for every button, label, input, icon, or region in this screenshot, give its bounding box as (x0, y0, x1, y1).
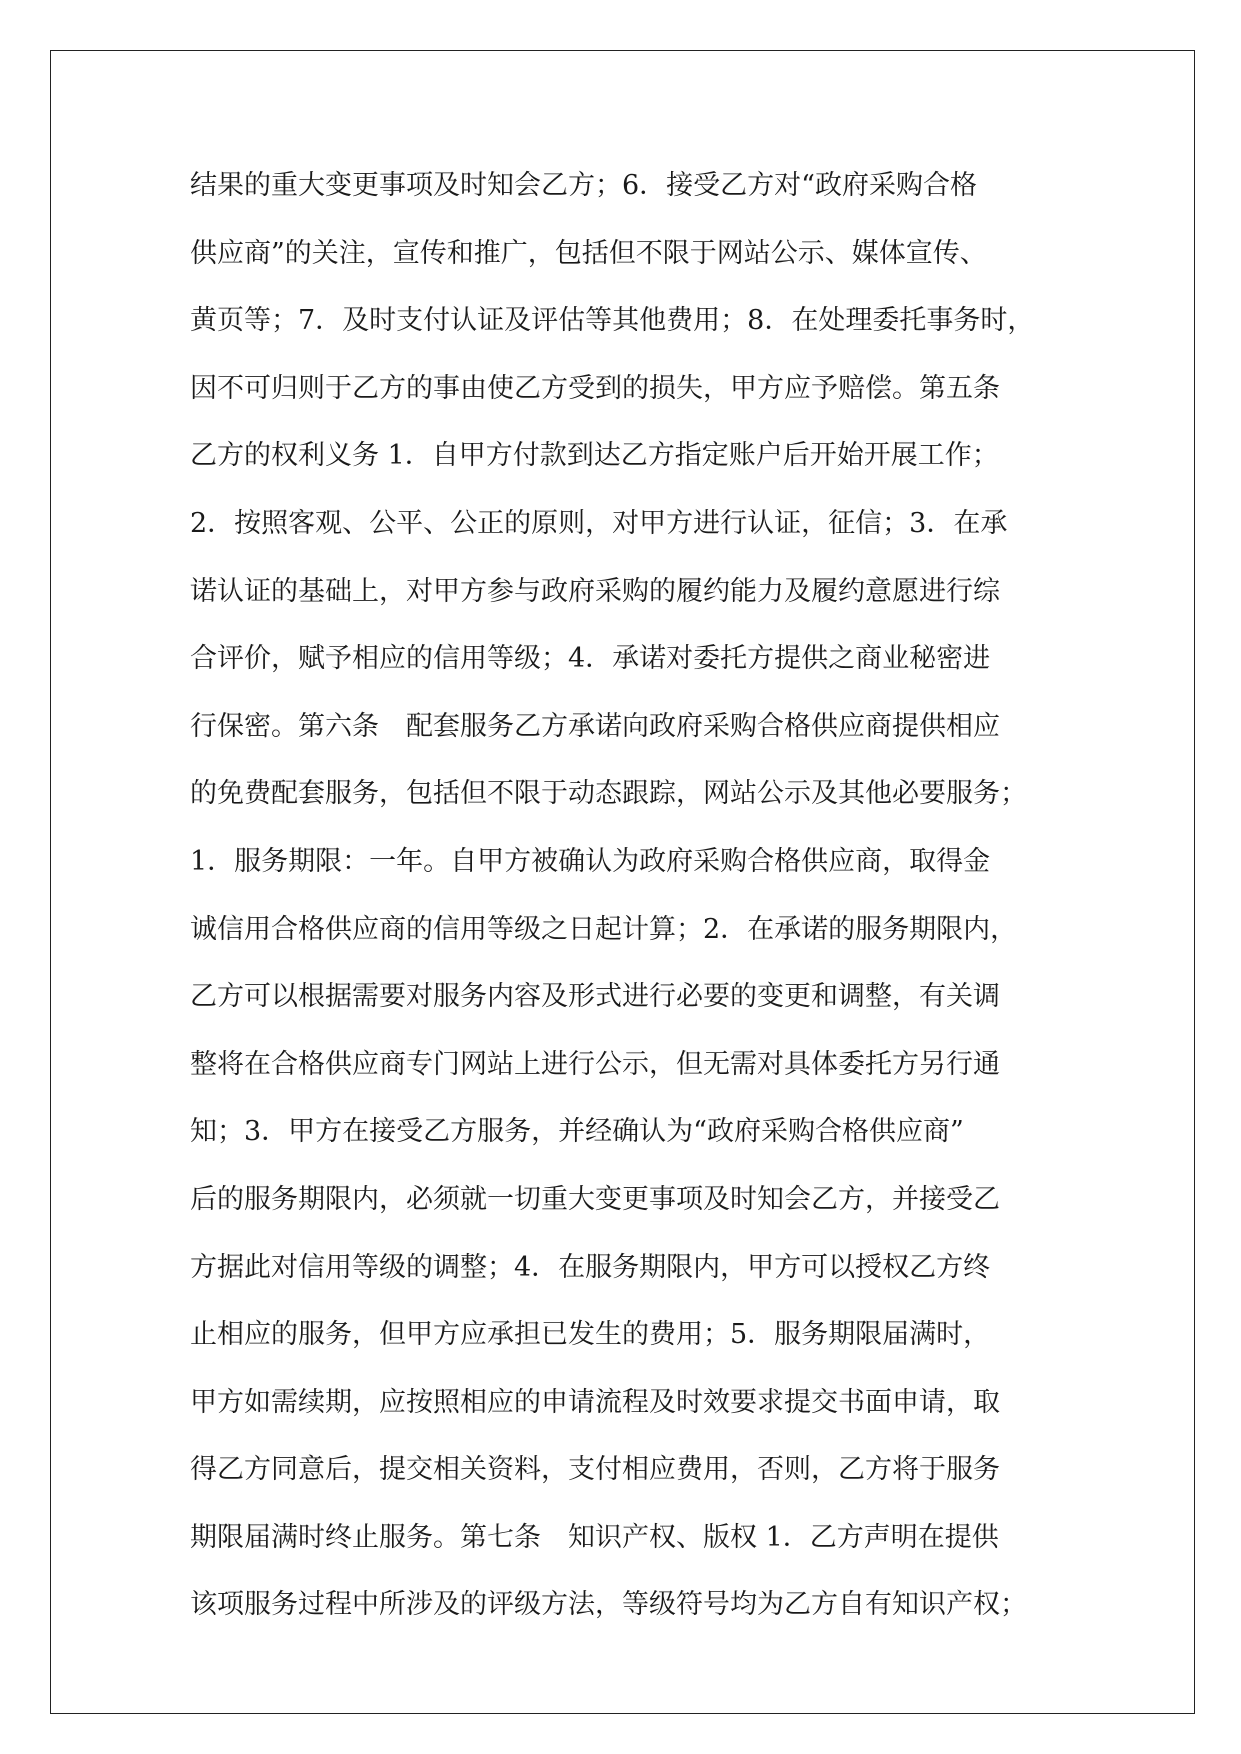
text-line: 期限届满时终止服务。第七条 知识产权、版权 1．乙方声明在提供 (190, 1521, 999, 1553)
text-line: 诚信用合格供应商的信用等级之日起计算；2．在承诺的服务期限内， (190, 913, 1018, 945)
text-line: 行保密。第六条 配套服务乙方承诺向政府采购合格供应商提供相应 (190, 710, 1000, 742)
text-line: 止相应的服务，但甲方应承担已发生的费用；5．服务期限届满时， (190, 1319, 991, 1351)
text-line: 乙方可以根据需要对服务内容及形式进行必要的变更和调整，有关调 (190, 981, 1000, 1013)
text-line: 甲方如需续期，应按照相应的申请流程及时效要求提交书面申请，取 (190, 1386, 1000, 1418)
text-line: 2．按照客观、公平、公正的原则，对甲方进行认证，征信；3．在承 (190, 507, 1008, 539)
text-line: 1．服务期限：一年。自甲方被确认为政府采购合格供应商，取得金 (190, 845, 991, 877)
text-line: 黄页等；7．及时支付认证及评估等其他费用；8．在处理委托事务时， (190, 305, 1035, 337)
text-line: 乙方的权利义务 1．自甲方付款到达乙方指定账户后开始开展工作； (190, 440, 999, 472)
text-line: 该项服务过程中所涉及的评级方法，等级符号均为乙方自有知识产权； (190, 1589, 1027, 1621)
text-line: 合评价，赋予相应的信用等级；4．承诺对委托方提供之商业秘密进 (190, 643, 991, 675)
text-line: 整将在合格供应商专门网站上进行公示，但无需对具体委托方另行通 (190, 1048, 1000, 1080)
text-line: 得乙方同意后，提交相关资料，支付相应费用，否则，乙方将于服务 (190, 1454, 1000, 1486)
text-line: 诺认证的基础上，对甲方参与政府采购的履约能力及履约意愿进行综 (190, 575, 1000, 607)
text-line: 知；3．甲方在接受乙方服务，并经确认为“政府采购合格供应商” (190, 1116, 964, 1148)
text-line: 的免费配套服务，包括但不限于动态跟踪，网站公示及其他必要服务； (190, 778, 1027, 810)
text-line: 供应商”的关注，宣传和推广，包括但不限于网站公示、媒体宣传、 (190, 237, 987, 269)
text-line: 方据此对信用等级的调整；4．在服务期限内，甲方可以授权乙方终 (190, 1251, 991, 1283)
text-line: 因不可归则于乙方的事由使乙方受到的损失，甲方应予赔偿。第五条 (190, 372, 1000, 404)
document-body (190, 152, 1070, 1639)
text-line: 后的服务期限内，必须就一切重大变更事项及时知会乙方，并接受乙 (190, 1183, 1000, 1215)
text-line: 结果的重大变更事项及时知会乙方；6．接受乙方对“政府采购合格 (190, 170, 977, 201)
